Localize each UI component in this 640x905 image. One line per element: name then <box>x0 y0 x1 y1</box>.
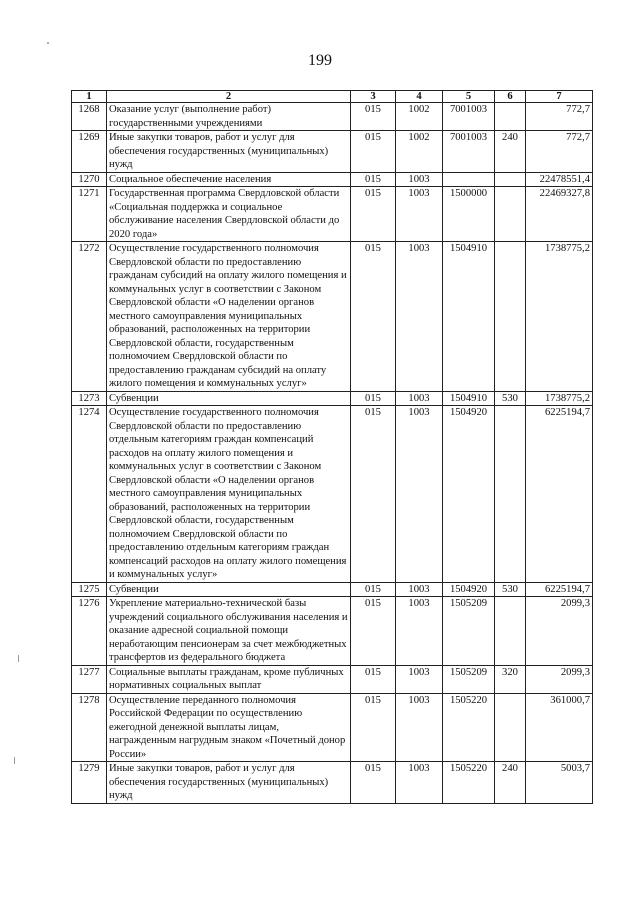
row-code-6: 530 <box>495 391 526 406</box>
row-code-5: 1504920 <box>443 406 495 583</box>
table-row <box>72 762 593 804</box>
row-code-6 <box>495 693 526 762</box>
row-number: 1277 <box>72 665 107 693</box>
row-code-4: 1003 <box>396 242 443 392</box>
row-code-3: 015 <box>351 187 396 242</box>
table-row <box>72 103 593 131</box>
row-amount: 2099,3 <box>526 665 593 693</box>
row-number: 1272 <box>72 242 107 392</box>
table-row <box>72 391 593 406</box>
row-code-4: 1003 <box>396 762 443 804</box>
column-header-7: 7 <box>526 91 593 103</box>
row-code-5: 7001003 <box>443 103 495 131</box>
row-code-6 <box>495 187 526 242</box>
row-code-4: 1002 <box>396 131 443 173</box>
row-amount: 772,7 <box>526 131 593 173</box>
row-name: Оказание услуг (выполнение работ) государственными учреждениями <box>107 103 351 131</box>
row-name: Субвенции <box>107 582 351 597</box>
row-code-3: 015 <box>351 242 396 392</box>
row-code-6 <box>495 242 526 392</box>
table-row <box>72 406 593 583</box>
row-code-3: 015 <box>351 172 396 187</box>
row-code-5: 1504920 <box>443 582 495 597</box>
row-name: Субвенции <box>107 391 351 406</box>
scan-dot <box>47 42 49 44</box>
row-code-5: 1505209 <box>443 597 495 666</box>
row-number: 1276 <box>72 597 107 666</box>
row-code-3: 015 <box>351 582 396 597</box>
row-amount: 6225194,7 <box>526 406 593 583</box>
row-code-6: 320 <box>495 665 526 693</box>
row-code-5: 1505220 <box>443 693 495 762</box>
row-code-6: 530 <box>495 582 526 597</box>
row-amount: 1738775,2 <box>526 242 593 392</box>
row-name: Социальные выплаты гражданам, кроме публичных нормативных социальных выплат <box>107 665 351 693</box>
budget-table <box>71 90 593 804</box>
row-name: Государственная программа Свердловской области «Социальная поддержка и социальное обслуживание населения Свердловской области до 2020 года» <box>107 187 351 242</box>
row-code-5: 7001003 <box>443 131 495 173</box>
column-header-4: 4 <box>396 91 443 103</box>
row-number: 1273 <box>72 391 107 406</box>
row-code-3: 015 <box>351 406 396 583</box>
row-code-4: 1003 <box>396 187 443 242</box>
row-code-3: 015 <box>351 693 396 762</box>
row-amount: 22478551,4 <box>526 172 593 187</box>
row-amount: 22469327,8 <box>526 187 593 242</box>
row-code-6 <box>495 172 526 187</box>
row-number: 1279 <box>72 762 107 804</box>
column-header-6: 6 <box>495 91 526 103</box>
table-row <box>72 582 593 597</box>
row-code-6 <box>495 406 526 583</box>
header-row <box>72 91 593 103</box>
row-number: 1268 <box>72 103 107 131</box>
row-code-6: 240 <box>495 131 526 173</box>
table-row <box>72 187 593 242</box>
row-code-5: 1500000 <box>443 187 495 242</box>
table-row <box>72 242 593 392</box>
row-code-5: 1505220 <box>443 762 495 804</box>
column-header-5: 5 <box>443 91 495 103</box>
row-code-6 <box>495 103 526 131</box>
scan-mark <box>14 757 15 764</box>
row-code-3: 015 <box>351 103 396 131</box>
row-code-4: 1003 <box>396 665 443 693</box>
row-code-5: 1504910 <box>443 242 495 392</box>
row-number: 1278 <box>72 693 107 762</box>
row-code-3: 015 <box>351 391 396 406</box>
row-code-4: 1003 <box>396 693 443 762</box>
row-code-4: 1003 <box>396 582 443 597</box>
row-code-3: 015 <box>351 762 396 804</box>
row-name: Иные закупки товаров, работ и услуг для обеспечения государственных (муниципальных) нужд <box>107 131 351 173</box>
row-amount: 2099,3 <box>526 597 593 666</box>
row-code-4: 1003 <box>396 406 443 583</box>
table-row <box>72 597 593 666</box>
row-number: 1269 <box>72 131 107 173</box>
row-number: 1274 <box>72 406 107 583</box>
row-amount: 1738775,2 <box>526 391 593 406</box>
row-amount: 772,7 <box>526 103 593 131</box>
row-code-3: 015 <box>351 131 396 173</box>
row-number: 1270 <box>72 172 107 187</box>
row-number: 1275 <box>72 582 107 597</box>
row-code-3: 015 <box>351 597 396 666</box>
row-amount: 5003,7 <box>526 762 593 804</box>
scan-mark <box>18 655 19 662</box>
row-name: Осуществление государственного полномочия Свердловской области по предоставлению отдельным категориям граждан компенсаций расходов на оплату жилого помещения и коммунальных услуг в соответствии с Законом Свердловской области «О наделении органов местного самоуправления муниципальных образований, расположенных на территории Свердловской области, государственным полномочием Свердловской области по предоставлению отдельным категориям граждан компенсаций расходов на оплату жилого помещения и коммунальных услуг» <box>107 406 351 583</box>
row-name: Укрепление материально-технической базы учреждений социального обслуживания населения и оказание адресной социальной помощи неработающим пенсионерам за счет межбюджетных трансфертов из федерального бюджета <box>107 597 351 666</box>
row-name: Осуществление переданного полномочия Российской Федерации по осуществлению ежегодной денежной выплаты лицам, награжденным нагрудным знаком «Почетный донор России» <box>107 693 351 762</box>
row-code-5: 1505209 <box>443 665 495 693</box>
table-row <box>72 665 593 693</box>
table-row <box>72 131 593 173</box>
column-header-1: 1 <box>72 91 107 103</box>
row-code-4: 1003 <box>396 172 443 187</box>
row-name: Осуществление государственного полномочия Свердловской области по предоставлению гражданам субсидий на оплату жилого помещения и коммунальных услуг в соответствии с Законом Свердловской области «О наделении органов местного самоуправления муниципальных образований, расположенных на территории Свердловской области, государственным полномочием Свердловской области по предоставлению гражданам субсидий на оплату жилого помещения и коммунальных услуг» <box>107 242 351 392</box>
row-code-4: 1003 <box>396 391 443 406</box>
column-header-2: 2 <box>107 91 351 103</box>
row-name: Социальное обеспечение населения <box>107 172 351 187</box>
row-code-4: 1003 <box>396 597 443 666</box>
row-amount: 6225194,7 <box>526 582 593 597</box>
row-code-6 <box>495 597 526 666</box>
table-row <box>72 172 593 187</box>
row-name: Иные закупки товаров, работ и услуг для обеспечения государственных (муниципальных) нужд <box>107 762 351 804</box>
row-code-4: 1002 <box>396 103 443 131</box>
page-number: 199 <box>308 52 332 69</box>
row-code-6: 240 <box>495 762 526 804</box>
column-header-3: 3 <box>351 91 396 103</box>
table-row <box>72 693 593 762</box>
row-number: 1271 <box>72 187 107 242</box>
row-amount: 361000,7 <box>526 693 593 762</box>
row-code-5 <box>443 172 495 187</box>
row-code-5: 1504910 <box>443 391 495 406</box>
row-code-3: 015 <box>351 665 396 693</box>
